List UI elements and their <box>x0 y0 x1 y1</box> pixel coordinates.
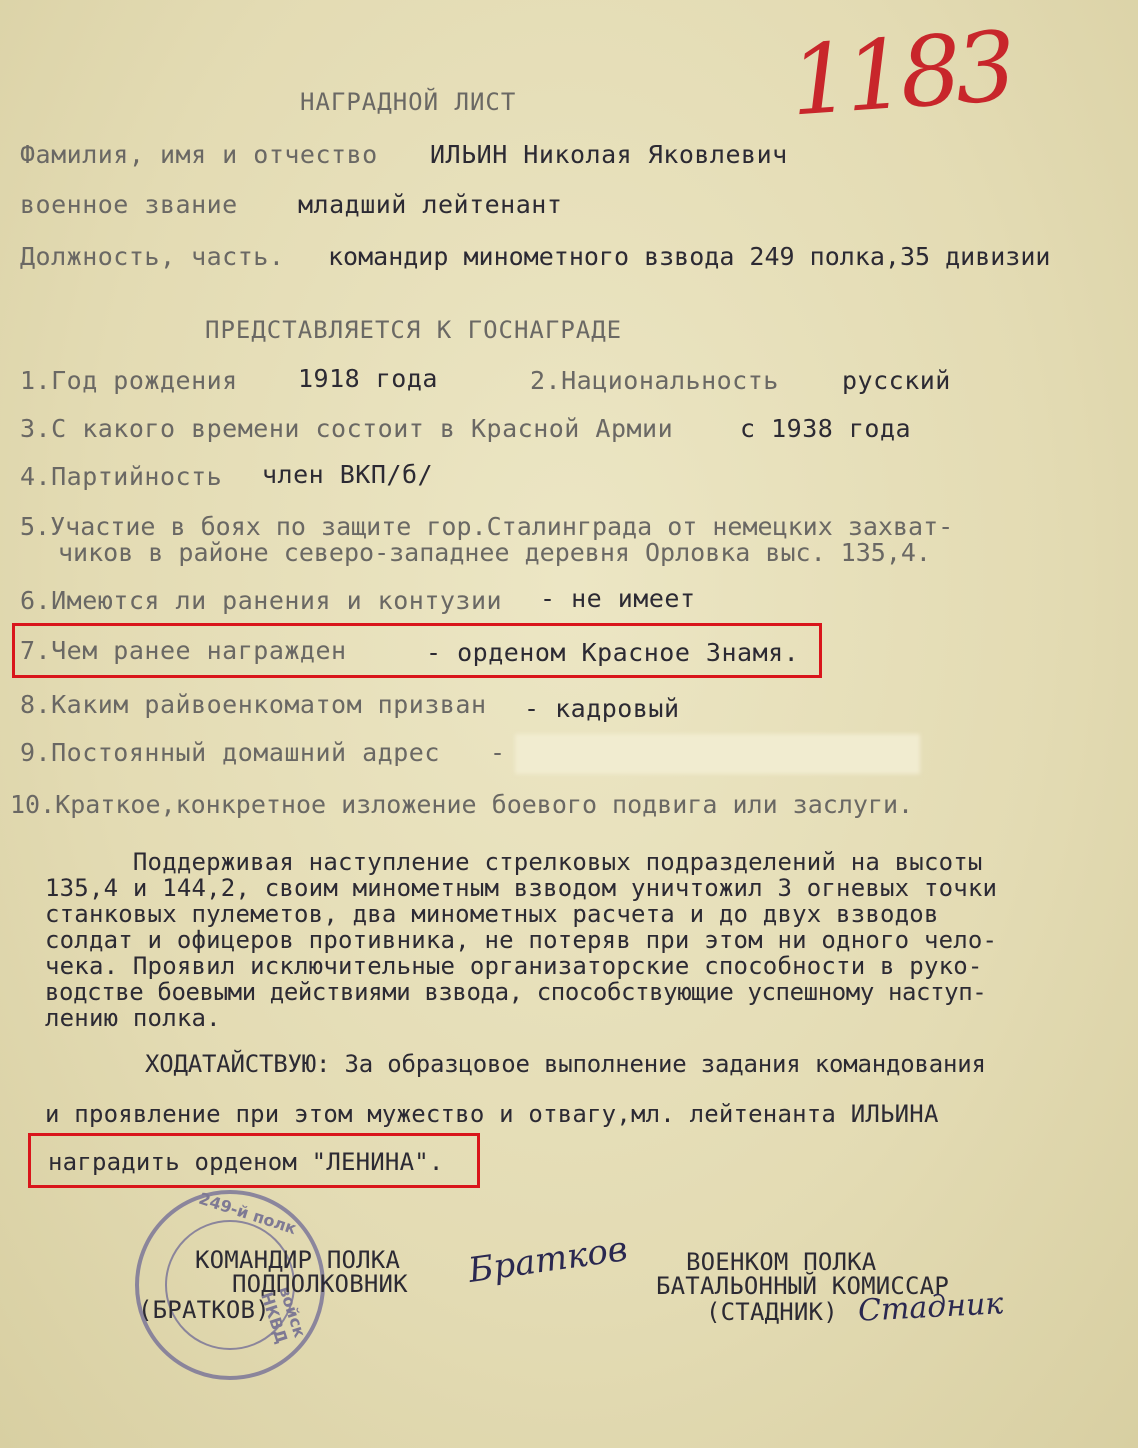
item-4-label: 4.Партийность <box>20 462 223 491</box>
item-1-label: 1.Год рождения <box>20 366 238 395</box>
right-signatory-name: (СТАДНИК) <box>706 1298 838 1326</box>
item-6-label: 6.Имеются ли ранения и контузии <box>20 586 503 615</box>
name-value: ИЛЬИН Николая Яковлевич <box>430 140 788 169</box>
narrative-line-6: водстве боевыми действиями взвода, способствующие успешному наступ- <box>45 978 987 1006</box>
narrative-line-5: чека. Проявил исключительные организаторские способности в руко- <box>45 952 983 980</box>
item-3-label: 3.С какого времени состоит в Красной Армии <box>20 414 674 443</box>
right-signatory-title: ВОЕНКОМ ПОЛКА <box>686 1248 877 1276</box>
left-handwritten-signature: Братков <box>465 1229 630 1291</box>
item-2-label: 2.Национальность <box>530 366 779 395</box>
handwritten-number: 1183 <box>786 10 1014 138</box>
item-7-label: 7.Чем ранее награжден <box>20 636 347 665</box>
stamp-side-text: войск НКВД <box>257 1283 310 1346</box>
document-title: НАГРАДНОЙ ЛИСТ <box>300 88 517 116</box>
position-value: командир минометного взвода 249 полка,35 дивизии <box>328 242 1051 271</box>
item-9-label: 9.Постоянный домашний адрес <box>20 738 440 767</box>
narrative-line-7: лению полка. <box>45 1004 221 1032</box>
item-5-line-2: чиков в районе северо-западнее деревня Орловка выс. 135,4. <box>58 538 931 567</box>
stamp-top-text: 249-й полк <box>196 1188 299 1239</box>
document-subtitle: ПРЕДСТАВЛЯЕТСЯ К ГОСНАГРАДЕ <box>205 316 623 344</box>
narrative-line-3: станковых пулеметов, два минометных расчета и до двух взводов <box>45 900 939 928</box>
item-2-value: русский <box>842 366 951 395</box>
petition-line-2: и проявление при этом мужество и отвагу,мл. лейтенанта ИЛЬИНА <box>45 1100 939 1128</box>
redacted-address <box>515 734 920 774</box>
narrative-line-4: солдат и офицеров противника, не потеряв при этом ни одного чело- <box>45 926 998 954</box>
item-10-label: 10.Краткое,конкретное изложение боевого подвига или заслуги. <box>10 790 914 819</box>
left-signatory-rank: ПОДПОЛКОВНИК <box>232 1270 408 1298</box>
rank-label: военное звание <box>20 190 238 219</box>
item-1-value: 1918 года <box>298 364 438 393</box>
item-8-label: 8.Каким райвоенкоматом призван <box>20 690 487 719</box>
right-signatory-rank: БАТАЛЬОННЫЙ КОМИССАР <box>656 1272 949 1300</box>
name-label: Фамилия, имя и отчество <box>20 140 378 169</box>
item-7-value: - орденом Красное Знамя. <box>426 638 800 667</box>
item-4-value: член ВКП/б/ <box>262 460 434 489</box>
item-3-value: с 1938 года <box>740 414 912 443</box>
narrative-line-1: Поддерживая наступление стрелковых подразделений на высоты <box>45 848 983 876</box>
petition-line-3: наградить орденом "ЛЕНИНА". <box>48 1148 444 1176</box>
item-6-value: - не имеет <box>540 584 696 613</box>
left-signatory-name: (БРАТКОВ) <box>138 1296 270 1324</box>
rank-value: младший лейтенант <box>298 190 563 219</box>
item-8-value: - кадровый <box>524 694 680 723</box>
right-handwritten-signature: Стадник <box>857 1286 1005 1329</box>
item-9-value: - <box>490 738 506 767</box>
position-label: Должность, часть. <box>20 242 285 271</box>
left-signatory-title: КОМАНДИР ПОЛКА <box>195 1246 401 1274</box>
item-5-line-1: 5.Участие в боях по защите гор.Сталинграда от немецких захват- <box>20 512 954 541</box>
petition-line-1: ХОДАТАЙСТВУЮ: За образцовое выполнение задания командования <box>145 1050 986 1078</box>
narrative-line-2: 135,4 и 144,2, своим минометным взводом уничтожил 3 огневых точки <box>45 874 998 902</box>
